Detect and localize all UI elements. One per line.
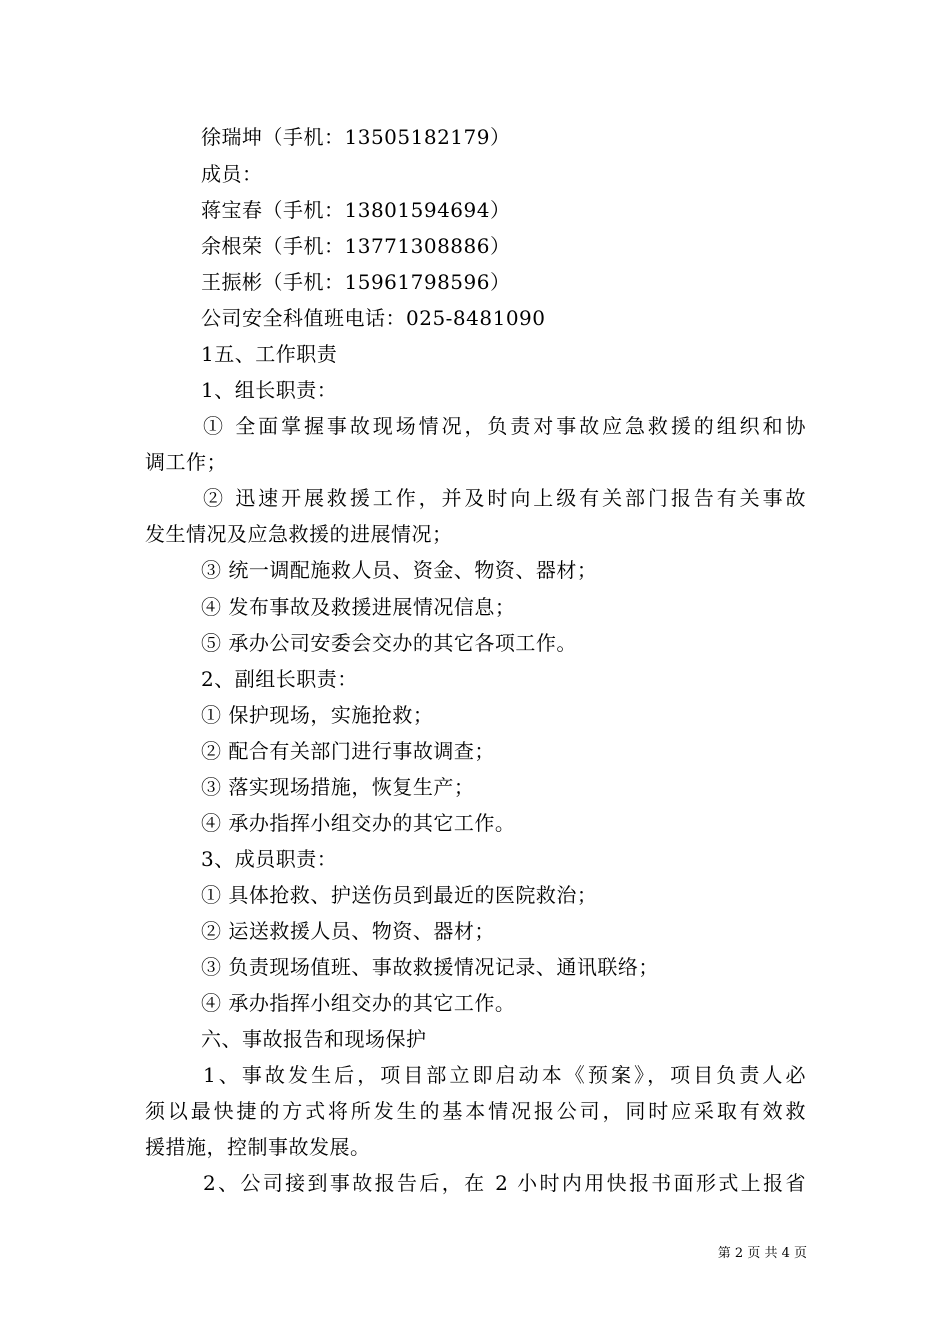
text-line: ① 保护现场，实施抢救； — [201, 703, 434, 727]
text-line: 蒋宝春（手机：13801594694） — [201, 198, 511, 222]
text-line: ③ 落实现场措施，恢复生产； — [201, 775, 475, 799]
text-line: ④ 承办指挥小组交办的其它工作。 — [201, 991, 516, 1015]
section-heading: 六、事故报告和现场保护 — [201, 1027, 427, 1051]
text-line: 余根荣（手机：13771308886） — [201, 234, 511, 258]
text-line: 须以最快捷的方式将所发生的基本情况报公司，同时应采取有效救 — [145, 1099, 806, 1123]
text-line: 1、组长职责： — [201, 378, 338, 402]
text-line: ① 具体抢救、护送伤员到最近的医院救治； — [201, 883, 598, 907]
text-line: 公司安全科值班电话：025-8481090 — [201, 306, 546, 330]
text-line: 2、公司接到事故报告后，在 2 小时内用快报书面形式上报省 — [203, 1171, 806, 1195]
page-number-footer: 第 2 页 共 4 页 — [717, 1246, 807, 1261]
text-line: 1、事故发生后，项目部立即启动本《预案》，项目负责人必 — [203, 1063, 806, 1087]
text-line: 发生情况及应急救援的进展情况； — [145, 522, 453, 546]
text-line: 3、成员职责： — [201, 847, 338, 871]
text-line: 徐瑞坤（手机：13505182179） — [201, 125, 511, 149]
text-line: ② 迅速开展救援工作，并及时向上级有关部门报告有关事故 — [203, 486, 806, 510]
text-line: ⑤ 承办公司安委会交办的其它各项工作。 — [201, 631, 577, 655]
text-line: ③ 统一调配施救人员、资金、物资、器材； — [201, 558, 598, 582]
text-line: ④ 发布事故及救援进展情况信息； — [201, 595, 516, 619]
text-line: 成员： — [201, 162, 263, 186]
text-line: ① 全面掌握事故现场情况，负责对事故应急救援的组织和协 — [203, 414, 806, 438]
text-line: 2、副组长职责： — [201, 667, 358, 691]
text-line: ② 运送救援人员、物资、器材； — [201, 919, 495, 943]
text-line: ③ 负责现场值班、事故救援情况记录、通讯联络； — [201, 955, 659, 979]
section-heading: 1五、工作职责 — [201, 342, 338, 366]
text-line: 调工作； — [145, 450, 227, 474]
text-line: 援措施，控制事故发展。 — [145, 1135, 371, 1159]
text-line: ② 配合有关部门进行事故调查； — [201, 739, 495, 763]
text-line: 王振彬（手机：15961798596） — [201, 270, 511, 294]
text-line: ④ 承办指挥小组交办的其它工作。 — [201, 811, 516, 835]
